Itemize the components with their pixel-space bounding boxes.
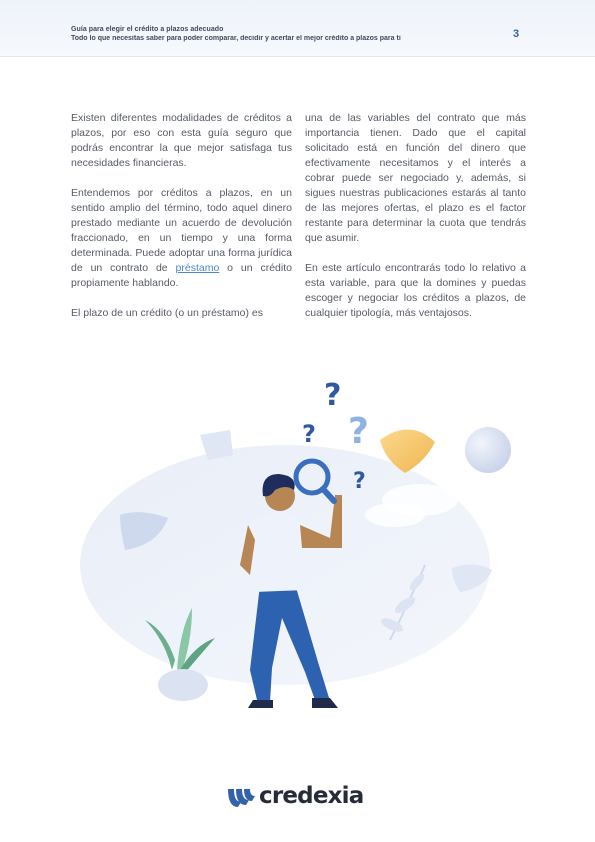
right-column [305, 111, 526, 336]
page-header [0, 0, 595, 57]
question-mark-icon: ? [353, 469, 366, 494]
paragraph: Existen diferentes modalidades de créditos a plazos, por eso con esta guía seguro que podrás encontrar la que mejor satisfaga tus necesidades financieras. [71, 112, 292, 169]
paragraph: una de las variables del contrato que más importancia tienen. Dado que el capital solicitado está en función del dinero que efectivamente necesitamos y el interés a cobrar puede ser negociado y, además, si sigues nuestras publicaciones estarás al tanto de las mejores ofertas, el plazo es el factor restante para determinar la cuota que tendrás que asumir. [305, 112, 526, 244]
header-title: Guía para elegir el crédito a plazos adecuado [71, 26, 224, 33]
logo-text: credexia [259, 783, 364, 809]
page-number: 3 [513, 28, 520, 40]
logo-icon [226, 785, 256, 811]
person-thinking-illustration [80, 370, 520, 730]
prestamo-link[interactable]: préstamo [175, 262, 220, 274]
question-mark-icon: ? [302, 420, 316, 448]
cloud-shape [365, 503, 425, 527]
paragraph: En este artículo encontrarás todo lo relativo a esta variable, para que la domines y puedas escoger y negociar los créditos a plazos, de cualquier tipología, más ventajosos. [305, 262, 526, 319]
paragraph-text: o un crédito propiamente hablando. [71, 262, 292, 289]
question-mark-icon: ? [348, 411, 369, 452]
paragraph-text: Entendemos por créditos a plazos, en un sentido amplio del término, todo aquel dinero prestado mediante un acuerdo de devolución fraccionado, en un tiempo y una forma determinada. Puede adoptar una forma jurídica de un contrato de [71, 187, 292, 274]
paragraph: El plazo de un crédito (o un préstamo) es [71, 307, 264, 319]
sphere-shape [465, 427, 511, 473]
question-mark-icon: ? [324, 378, 342, 413]
left-column [71, 111, 292, 336]
paragraph [71, 186, 292, 291]
header-subtitle: Todo lo que necesitas saber para poder comparar, decidir y acertar el mejor crédito a plazos para ti [71, 35, 401, 42]
